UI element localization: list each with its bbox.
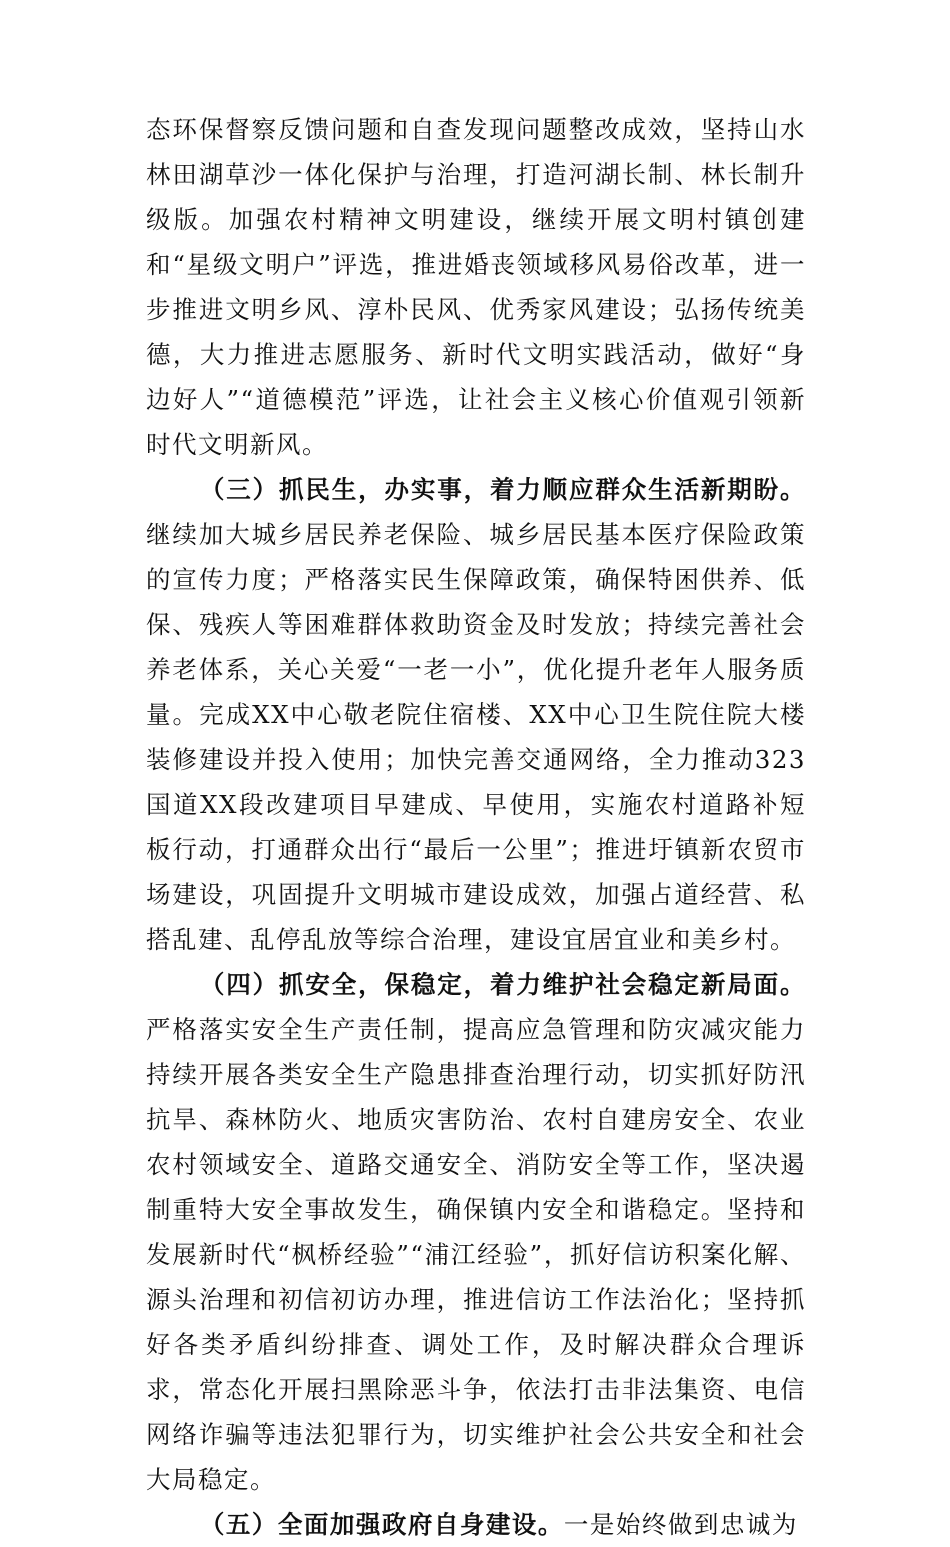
paragraph-text: 严格落实安全生产责任制，提高应急管理和防灾减灾能力持续开展各类安全生产隐患排查治理行动，切实抓好防汛抗旱、森林防火、地质灾害防治、农村自建房安全、农业农村领域安全、道路交通安全、消防安全等工作，坚决遏制重特大安全事故发生，确保镇内安全和谐稳定。坚持和发展新时代“枫桥经验”“浦江经验”，抓好信访积案化解、源头治理和初信初访办理，推进信访工作法治化；坚持抓好各类矛盾纠纷排查、调处工作，及时解决群众合理诉求，常态化开展扫黑除恶斗争，依法打击非法集资、电信网络诈骗等违法犯罪行为，切实维护社会公共安全和社会大局稳定。 xyxy=(146,1015,806,1494)
paragraph-livelihood xyxy=(146,467,806,962)
paragraph-text: 态环保督察反馈问题和自查发现问题整改成效，坚持山水林田湖草沙一体化保护与治理，打造河湖长制、林长制升级版。加强农村精神文明建设，继续开展文明村镇创建和“星级文明户”评选，推进婚丧领域移风易俗改革，进一步推进文明乡风、淳朴民风、优秀家风建设；弘扬传统美德，大力推进志愿服务、新时代文明实践活动，做好“身边好人”“道德模范”评选，让社会主义核心价值观引领新时代文明新风。 xyxy=(146,115,806,459)
paragraph-safety-stability xyxy=(146,962,806,1502)
document-body xyxy=(146,107,806,1547)
section-heading-safety: （四）抓安全，保稳定，着力维护社会稳定新局面。 xyxy=(199,970,806,999)
section-heading-livelihood: （三）抓民生，办实事，着力顺应群众生活新期盼。 xyxy=(199,475,806,504)
paragraph-text: 一是始终做到忠诚为 xyxy=(563,1510,798,1539)
paragraph-ecology-civilization xyxy=(146,107,806,467)
paragraph-text: 继续加大城乡居民养老保险、城乡居民基本医疗保险政策的宣传力度；严格落实民生保障政策，确保特困供养、低保、残疾人等困难群体救助资金及时发放；持续完善社会养老体系，关心关爱“一老一小”，优化提升老年人服务质量。完成XX中心敬老院住宿楼、XX中心卫生院住院大楼装修建设并投入使用；加快完善交通网络，全力推动323国道XX段改建项目早建成、早使用，实施农村道路补短板行动，打通群众出行“最后一公里”；推进圩镇新农贸市场建设，巩固提升文明城市建设成效，加强占道经营、私搭乱建、乱停乱放等综合治理，建设宜居宜业和美乡村。 xyxy=(146,520,806,954)
section-heading-government: （五）全面加强政府自身建设。 xyxy=(199,1510,564,1539)
paragraph-government-building xyxy=(146,1502,806,1547)
